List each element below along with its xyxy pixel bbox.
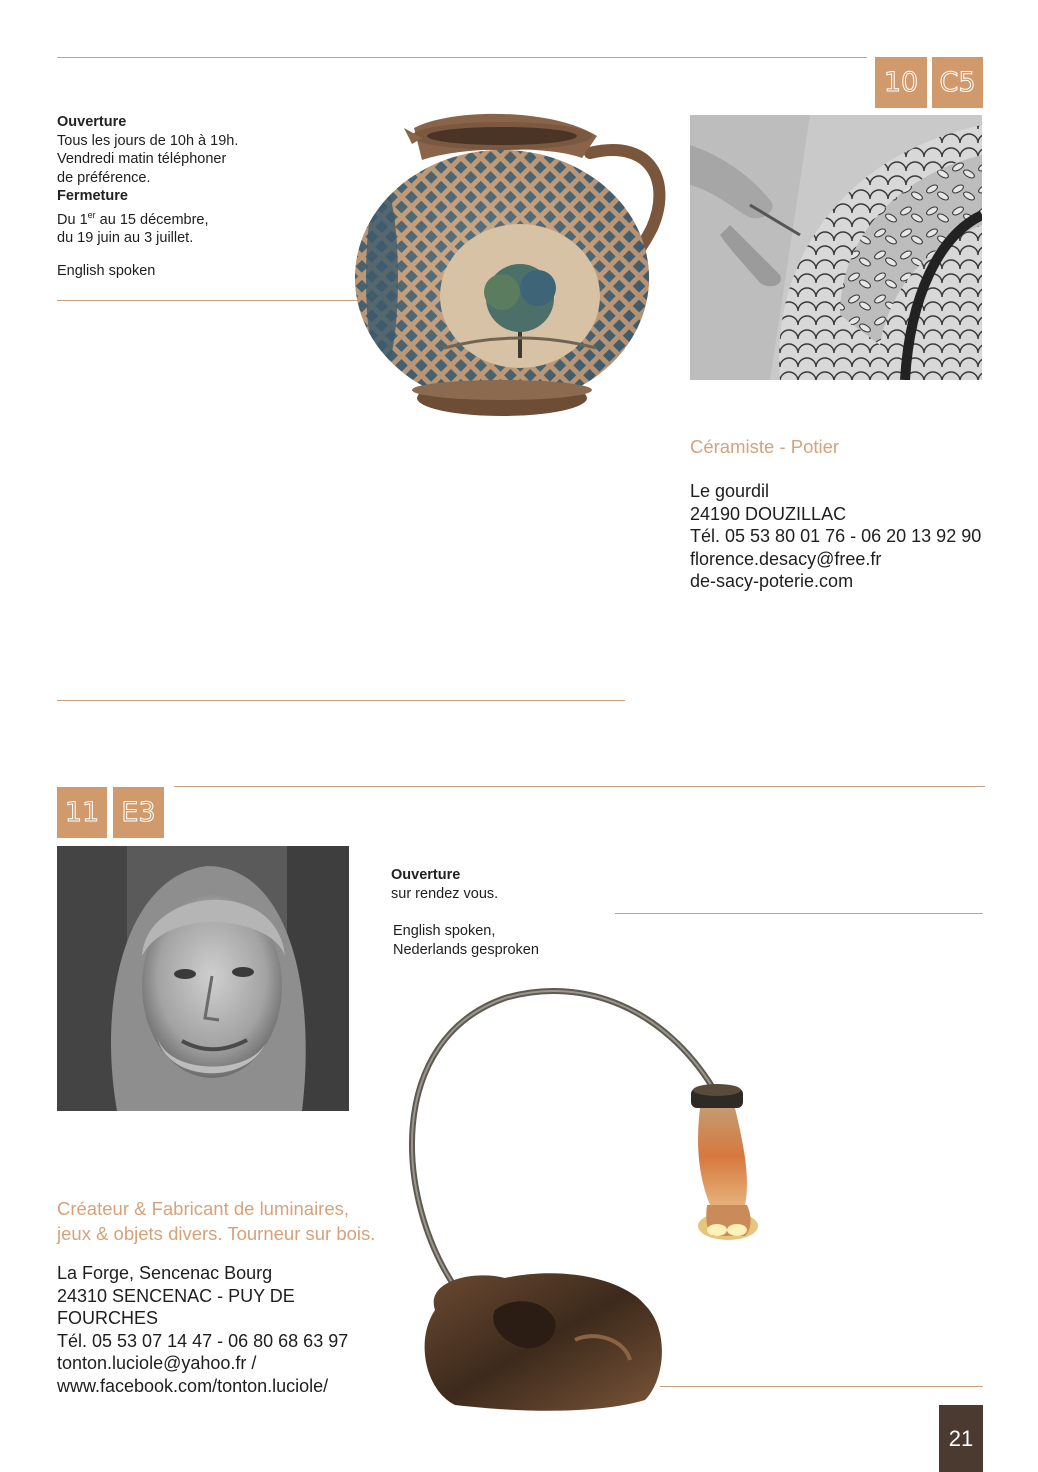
languages-text: English spoken: [57, 263, 156, 280]
page-number: 21: [939, 1405, 983, 1472]
entry-number-badge: 10: [875, 57, 927, 108]
contact-block: [57, 1262, 348, 1397]
grid-reference-badge: C5: [932, 57, 983, 108]
closing-line: du 19 juin au 3 juillet.: [57, 229, 194, 246]
address-line: 24310 SENCENAC - PUY DE: [57, 1285, 295, 1306]
entry-number-badge: 11: [57, 787, 107, 838]
phone-line: Tél. 05 53 07 14 47 - 06 80 68 63 97: [57, 1330, 349, 1351]
address-line: La Forge, Sencenac Bourg: [57, 1263, 273, 1283]
closing-label: Fermeture: [57, 188, 128, 204]
top-rule: [57, 57, 867, 58]
contact-block: [690, 480, 981, 593]
opening-line: de préférence.: [57, 169, 151, 186]
opening-line: Tous les jours de 10h à 19h.: [57, 132, 239, 149]
address-line: Le gourdil: [690, 481, 770, 501]
email-link[interactable]: tonton.luciole@yahoo.fr /: [57, 1353, 257, 1373]
opening-line: sur rendez vous.: [391, 885, 499, 902]
opening-label: Ouverture: [391, 867, 461, 883]
opening-hours-block: [57, 113, 317, 281]
info-rule: [57, 300, 377, 301]
website-link[interactable]: de-sacy-poterie.com: [690, 571, 854, 591]
address-line: 24190 DOUZILLAC: [690, 503, 847, 524]
closing-line: Du 1er au 15 décembre,: [57, 209, 209, 228]
language-line: English spoken,: [393, 923, 496, 939]
bottom-rule: [660, 1386, 983, 1387]
wooden-lamp-photo: [395, 980, 795, 1412]
top-rule: [174, 786, 985, 787]
address-line: FOURCHES: [57, 1308, 159, 1328]
opening-label: Ouverture: [57, 114, 127, 130]
section-divider: [57, 700, 625, 701]
phone-line: Tél. 05 53 80 01 76 - 06 20 13 92 90: [690, 526, 982, 546]
info-rule: [615, 913, 983, 914]
pitcher-photo: [352, 108, 670, 428]
artisan-portrait-photo: [57, 846, 349, 1111]
opening-hours-block: [391, 866, 611, 903]
category-title: Créateur & Fabricant de luminaires, jeux & objets divers. Tourneur sur bois.: [57, 1198, 376, 1244]
category-title: Céramiste - Potier: [690, 436, 840, 457]
grid-reference-badge: E3: [113, 787, 164, 838]
website-link[interactable]: www.facebook.com/tonton.luciole/: [57, 1375, 329, 1396]
email-link[interactable]: florence.desacy@free.fr: [690, 548, 882, 569]
languages-block: [393, 922, 613, 959]
opening-line: Vendredi matin téléphoner: [57, 151, 227, 167]
language-line: Nederlands gesproken: [393, 941, 539, 958]
pottery-carving-photo: [690, 115, 982, 380]
